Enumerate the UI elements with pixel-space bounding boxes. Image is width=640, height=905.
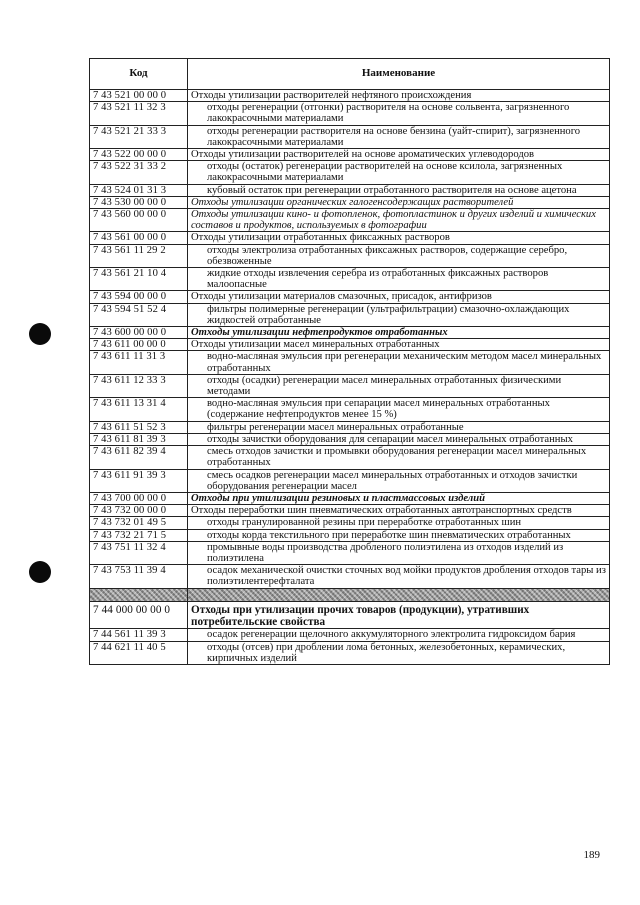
cell-name: фильтры регенерации масел минеральных отработанные: [188, 421, 610, 433]
cell-code: 7 43 611 00 00 0: [90, 339, 188, 351]
table-body: [90, 90, 610, 665]
cell-name: Отходы утилизации органических галогенсодержащих растворителей: [188, 196, 610, 208]
cell-code: 7 43 594 00 00 0: [90, 291, 188, 303]
cell-name: осадок регенерации щелочного аккумуляторного электролита гидроксидом бария: [188, 629, 610, 641]
cell-code: 7 43 522 31 33 2: [90, 161, 188, 184]
cell-name: осадок механической очистки сточных вод мойки продуктов дробления отходов тары из полиэтилентерефталата: [188, 565, 610, 588]
cell-name: Отходы утилизации материалов смазочных, присадок, антифризов: [188, 291, 610, 303]
cell-name: жидкие отходы извлечения серебра из отработанных фиксажных растворов малоопасные: [188, 268, 610, 291]
cell-code: 7 43 600 00 00 0: [90, 327, 188, 339]
table-row: [90, 601, 610, 629]
cell-name: кубовый остаток при регенерации отработанного растворителя на основе ацетона: [188, 184, 610, 196]
cell-name: Отходы утилизации нефтепродуктов отработанных: [188, 327, 610, 339]
cell-name: водно-масляная эмульсия при регенерации механическим методом масел минеральных отработанных: [188, 351, 610, 374]
cell-code: 7 43 611 51 52 3: [90, 421, 188, 433]
cell-code: 7 44 561 11 39 3: [90, 629, 188, 641]
cell-code: 7 44 621 11 40 5: [90, 641, 188, 664]
cell-code: 7 43 732 21 71 5: [90, 529, 188, 541]
table-row: [90, 339, 610, 351]
cell-code: 7 43 611 11 31 3: [90, 351, 188, 374]
cell-code: 7 43 560 00 00 0: [90, 209, 188, 232]
table-row: [90, 184, 610, 196]
table-row: [90, 291, 610, 303]
table-row: [90, 529, 610, 541]
cell-code: 7 43 530 00 00 0: [90, 196, 188, 208]
table-row: [90, 517, 610, 529]
cell-name: Отходы утилизации растворителей нефтяного происхождения: [188, 90, 610, 102]
cell-name: Отходы утилизации масел минеральных отработанных: [188, 339, 610, 351]
table-row: [90, 469, 610, 492]
binder-hole-top: [29, 323, 51, 345]
cell-name: отходы (остаток) регенерации растворителей на основе ксилола, загрязненных лакокрасочными материалами: [188, 161, 610, 184]
cell-code: 7 43 524 01 31 3: [90, 184, 188, 196]
cell-name: Отходы утилизации кино- и фотопленок, фотопластинок и других изделий и химических составов и продуктов, используемых в фотографии: [188, 209, 610, 232]
cell-name: смесь отходов зачистки и промывки оборудования регенерации масел минеральных отработанных: [188, 446, 610, 469]
cell-code: 7 43 521 00 00 0: [90, 90, 188, 102]
cell-name: отходы гранулированной резины при переработке отработанных шин: [188, 517, 610, 529]
cell-code: 7 43 700 00 00 0: [90, 492, 188, 504]
cell-name: Отходы при утилизации прочих товаров (продукции), утративших потребительские свойства: [188, 601, 610, 629]
cell-code: 7 43 611 82 39 4: [90, 446, 188, 469]
header-code: Код: [90, 59, 188, 90]
table-row: [90, 125, 610, 148]
table-row: [90, 90, 610, 102]
cell-name: Отходы при утилизации резиновых и пластмассовых изделий: [188, 492, 610, 504]
table-row: [90, 149, 610, 161]
table-row: [90, 244, 610, 267]
table-row: [90, 398, 610, 421]
cell-code: 7 43 521 21 33 3: [90, 125, 188, 148]
page-number: 189: [583, 849, 600, 861]
shaded-separator-row: [90, 588, 610, 601]
cell-name: Отходы переработки шин пневматических отработанных автотранспортных средств: [188, 505, 610, 517]
cell-name: отходы корда текстильного при переработке шин пневматических отработанных: [188, 529, 610, 541]
cell-name: отходы регенерации растворителя на основе бензина (уайт-спирит), загрязненного лакокрасочными материалами: [188, 125, 610, 148]
table-row: [90, 433, 610, 445]
table-row: [90, 232, 610, 244]
waste-code-table: [89, 58, 610, 665]
cell-code: 7 43 611 13 31 4: [90, 398, 188, 421]
cell-name: отходы (осадки) регенерации масел минеральных отработанных физическими методами: [188, 374, 610, 397]
cell-name: отходы зачистки оборудования для сепарации масел минеральных отработанных: [188, 433, 610, 445]
table-row: [90, 492, 610, 504]
table-row: [90, 351, 610, 374]
cell-code: 7 43 522 00 00 0: [90, 149, 188, 161]
cell-name: Отходы утилизации отработанных фиксажных растворов: [188, 232, 610, 244]
cell-name: Отходы утилизации растворителей на основе ароматических углеводородов: [188, 149, 610, 161]
cell-name: промывные воды производства дробленого полиэтилена из отходов изделий из полиэтилена: [188, 541, 610, 564]
table-row: [90, 446, 610, 469]
table-row: [90, 102, 610, 125]
cell-code: 7 44 000 00 00 0: [90, 601, 188, 629]
table-row: [90, 196, 610, 208]
cell-code: 7 43 521 11 32 3: [90, 102, 188, 125]
cell-name: водно-масляная эмульсия при сепарации масел минеральных отработанных (содержание нефтепродуктов менее 15 %): [188, 398, 610, 421]
cell-name: отходы электролиза отработанных фиксажных растворов, содержащие серебро, обезвоженные: [188, 244, 610, 267]
cell-code: 7 43 732 00 00 0: [90, 505, 188, 517]
table-row: [90, 565, 610, 588]
cell-name: [188, 588, 610, 601]
binder-hole-bottom: [29, 561, 51, 583]
cell-name: смесь осадков регенерации масел минеральных отработанных и отходов зачистки оборудования регенерации масел: [188, 469, 610, 492]
cell-code: 7 43 561 21 10 4: [90, 268, 188, 291]
cell-code: 7 43 561 00 00 0: [90, 232, 188, 244]
table-header-row: [90, 59, 610, 90]
table-row: [90, 629, 610, 641]
cell-code: 7 43 561 11 29 2: [90, 244, 188, 267]
table-row: [90, 541, 610, 564]
cell-code: 7 43 611 91 39 3: [90, 469, 188, 492]
table-row: [90, 161, 610, 184]
table-row: [90, 641, 610, 664]
cell-code: 7 43 753 11 39 4: [90, 565, 188, 588]
table-row: [90, 374, 610, 397]
table-row: [90, 505, 610, 517]
header-name: Наименование: [188, 59, 610, 90]
cell-code: 7 43 594 51 52 4: [90, 303, 188, 326]
cell-code: [90, 588, 188, 601]
table-row: [90, 327, 610, 339]
cell-name: отходы (отсев) при дроблении лома бетонных, железобетонных, керамических, кирпичных изделий: [188, 641, 610, 664]
cell-code: 7 43 611 81 39 3: [90, 433, 188, 445]
table-row: [90, 421, 610, 433]
table-row: [90, 209, 610, 232]
cell-code: 7 43 751 11 32 4: [90, 541, 188, 564]
cell-name: фильтры полимерные регенерации (ультрафильтрации) смазочно-охлаждающих жидкостей отработанные: [188, 303, 610, 326]
cell-name: отходы регенерации (отгонки) растворителя на основе сольвента, загрязненного лакокрасочными материалами: [188, 102, 610, 125]
table-row: [90, 303, 610, 326]
table-row: [90, 268, 610, 291]
cell-code: 7 43 611 12 33 3: [90, 374, 188, 397]
cell-code: 7 43 732 01 49 5: [90, 517, 188, 529]
